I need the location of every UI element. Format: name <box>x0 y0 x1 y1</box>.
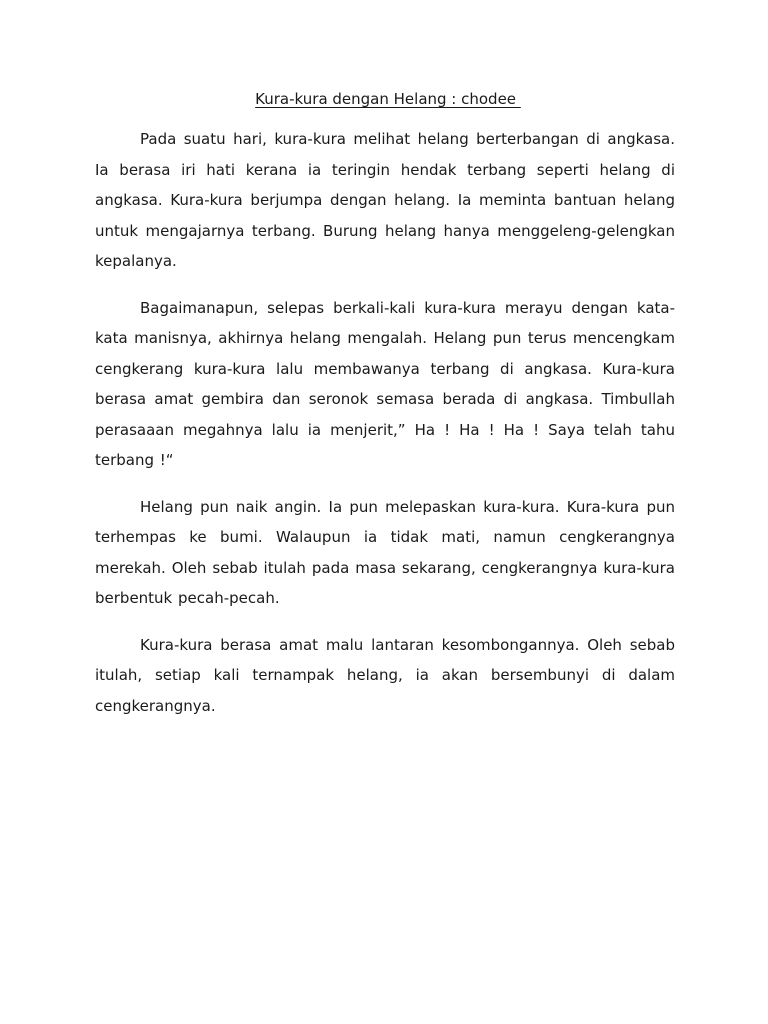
paragraph-4: Kura-kura berasa amat malu lantaran kesombongannya. Oleh sebab itulah, setiap kali ternampak helang, ia akan bersembunyi di dalam cengkerangnya. <box>95 635 675 715</box>
paragraph-2: Bagaimanapun, selepas berkali-kali kura-kura merayu dengan kata-kata manisnya, akhirnya helang mengalah. Helang pun terus mencengkam cengkerang kura-kura lalu membawanya terbang di angkasa. Kura-kura berasa amat gembira dan seronok semasa berada di angkasa. Timbullah perasaaan megahnya lalu ia menjerit,” Ha ! Ha ! Ha ! Saya telah tahu terbang !“ <box>95 298 675 469</box>
paragraph-3: Helang pun naik angin. Ia pun melepaskan kura-kura. Kura-kura pun terhempas ke bumi. Walaupun ia tidak mati, namun cengkerangnya merekah. Oleh sebab itulah pada masa sekarang, cengkerangnya kura-kura berbentuk pecah-pecah. <box>95 497 675 607</box>
paragraph-1: Pada suatu hari, kura-kura melihat helang berterbangan di angkasa. Ia berasa iri hati kerana ia teringin hendak terbang seperti helang di angkasa. Kura-kura berjumpa dengan helang. Ia meminta bantuan helang untuk mengajarnya terbang. Burung helang hanya menggeleng-gelengkan kepalanya. <box>95 130 675 270</box>
document-title: Kura-kura dengan Helang : chodee <box>255 90 521 108</box>
document-body <box>95 88 675 737</box>
